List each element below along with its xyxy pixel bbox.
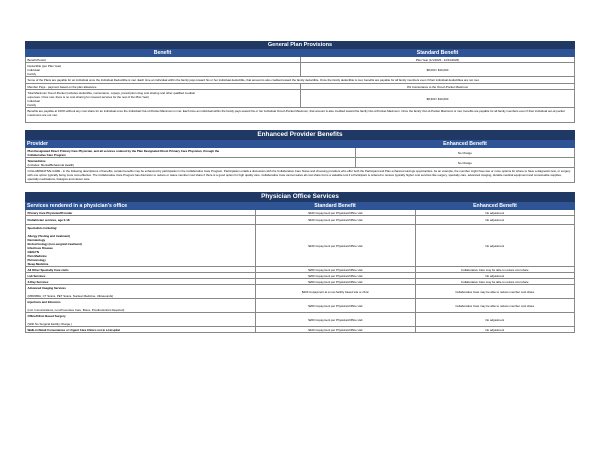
standard-value: $200 Copayment per Physician/Office visit <box>255 279 414 284</box>
standard-value: $200 Copayment per Physician/Office visit <box>255 299 414 312</box>
standard-value: $100 Copayment per Physician/Office visit <box>255 210 414 215</box>
table-row <box>25 313 575 327</box>
enhanced-value: Collaborative Care may be able to reduce cost share <box>415 279 574 284</box>
oop-value: $8,300 / $16,600 <box>300 90 574 107</box>
oop-line: expenses. Once met, there is no cost sharing for covered services for the rest of the Plan Year) <box>27 94 149 99</box>
service-label: X-Ray Services <box>27 279 49 284</box>
standard-value: $200 Copayment per Physician/Office visit <box>255 267 414 272</box>
telemedicine-line: (Includes: Mental/Behavioral Health) <box>27 162 75 167</box>
enhanced-value: No adjustment <box>415 225 574 266</box>
physician-header-row <box>25 202 575 210</box>
standard-value: $200 Copayment per Physician/Office visit <box>255 273 414 278</box>
enhanced-value: No adjustment <box>415 216 574 224</box>
benefits-document <box>25 41 575 333</box>
enhanced-value: No adjustment <box>415 313 574 326</box>
table-row <box>25 216 575 225</box>
direct-primary-care-line: Collaborative Care Program <box>27 152 66 157</box>
benefit-column-header: Benefit <box>153 50 172 56</box>
service-label <box>26 313 255 326</box>
specialist-line: Endocrinology (non-surgical treatment) <box>27 241 82 246</box>
general-plan-provisions-title: General Plan Provisions <box>25 41 575 49</box>
oop-note: Benefits are payable at 100% without any cost share for an individual once the Individual Out-of-Pocket Maximum is met. Each time an individual within the family pays toward his or her individual Out-of-Pocket Maximum, that amount is also credited toward the family Out-of-Pocket Maximum. Once the family Out-of-Pocket Maximum is met, benefits are payable for all family members even if their individual out-of-pocket maximums are not met. <box>25 108 575 123</box>
enhanced-header-row <box>25 140 575 148</box>
oop-line: Individual <box>27 98 40 103</box>
enhanced-value: Collaborative Care may be able to reduce member cost share <box>415 299 574 312</box>
deductible-row <box>25 63 575 77</box>
enhanced-benefit-column-header: Enhanced Benefit <box>473 203 517 209</box>
physician-office-services-title: Physician Office Services <box>25 192 575 202</box>
standard-benefit-column-header: Standard Benefit <box>416 50 459 56</box>
standard-value: $100 Copayment per Physician/Office visit <box>255 216 414 224</box>
enhanced-value: Collaborative Care may be able to reduce member cost share <box>415 285 574 298</box>
provider-column-header: Provider <box>27 141 49 147</box>
specialist-line: Specialists including: <box>27 225 58 230</box>
benefit-period-label: Benefit Period <box>27 57 46 62</box>
services-column-header: Services rendered in a physician's office <box>27 203 128 209</box>
deductible-label <box>26 63 300 76</box>
service-label <box>26 285 255 298</box>
telemedicine-line: Telemedicine <box>27 158 46 163</box>
table-row <box>25 327 575 333</box>
deductible-line: Family <box>27 71 37 76</box>
direct-primary-care-label <box>26 148 355 157</box>
oop-line: Total Maximum Out-of-Pocket (includes deductible, coinsurance, copays, prescription drug cost sharing and other qualified medical <box>27 90 195 95</box>
spacer <box>25 123 575 130</box>
specialist-line: Sleep Medicine <box>27 261 49 266</box>
table-row <box>25 285 575 299</box>
specialists-row <box>25 225 575 267</box>
service-line: Injections and Infusions <box>27 299 61 304</box>
service-line: Office/Clinic Based Surgery <box>27 313 66 318</box>
oop-row <box>25 90 575 108</box>
standard-benefit-column-header: Standard Benefit <box>314 203 356 209</box>
service-label: Lab Services <box>27 273 46 278</box>
telemedicine-row <box>25 158 575 168</box>
specialists-label <box>26 225 255 266</box>
table-row <box>25 299 575 313</box>
deductible-line: Deductible (per Plan Year) <box>27 63 62 68</box>
oop-label <box>26 90 300 107</box>
telemedicine-label <box>26 158 355 167</box>
oop-line: Family <box>27 102 37 107</box>
service-label: Pediatrician services, age 0-18 <box>27 218 70 222</box>
member-pays-label: Member Pays - payment based on the plan allowance <box>27 84 97 89</box>
standard-value: $200 Copayment at a non-facility based site or clinic <box>255 285 414 298</box>
enhanced-value: No adjustment <box>415 210 574 215</box>
enhanced-value: No adjustment <box>415 327 574 332</box>
service-line: (MRI/MRA, CT Scans, PET Scans, Nuclear Medicine, Ultrasounds) <box>27 293 114 298</box>
telemedicine-value: No Charge <box>355 158 574 167</box>
service-label: Primary Care Physician/Provider <box>27 210 73 215</box>
enhanced-value: No adjustment <box>415 273 574 278</box>
specialist-line: OB/GYN <box>27 249 39 254</box>
specialist-line: Pulmonology <box>27 257 46 262</box>
direct-primary-care-value: No Charge <box>355 148 574 157</box>
enhanced-value: Collaborative Care may be able to reduce cost share <box>415 267 574 272</box>
specialist-line: Pain Medicine <box>27 253 47 258</box>
enhanced-benefit-column-header: Enhanced Benefit <box>443 141 487 147</box>
deductible-value: $8,000 / $16,000 <box>300 63 574 76</box>
direct-primary-care-line: Plan Designated Direct Primary Care Physician, and all services ordered by the Plan Designated Direct Primary Care Physician, through the <box>27 148 220 153</box>
service-line: (With No Surgical Facility Charge.) <box>27 321 72 326</box>
deductible-line: Individual <box>27 67 40 72</box>
service-label <box>26 299 255 312</box>
enhanced-provider-benefits-title: Enhanced Provider Benefits <box>25 130 575 140</box>
spacer <box>25 183 575 192</box>
specialist-line: Infectious Disease <box>27 245 53 250</box>
standard-value: $100 Copayment per Physician/Office visit <box>255 225 414 266</box>
member-pays-value: 0% Coinsurance to the Out-of-Pocket Maximum <box>300 84 574 89</box>
service-line: (incl. Immunizations, non-Preventive Care, Botox, Prosthodontics Required) <box>27 307 125 312</box>
service-line: Advanced Imaging Services <box>27 285 66 290</box>
service-label: All Other Specialty Care visits <box>27 267 69 272</box>
direct-primary-care-row <box>25 148 575 158</box>
deductible-note: Some of the Plans are payable for an individual once the Individual Deductible is met. Each time an individual within the family pays toward his or her individual deductible, that amount is also credited toward the family deductible. Once the family deductible is met, benefits are payable for all family members even if their individual deductibles are not met. <box>25 77 575 84</box>
specialist-line: Dermatology <box>27 237 46 242</box>
standard-value: $100 Copayment per Physician/Office visit <box>255 327 414 332</box>
collaborative-care-note: COLLABORATIVE CARE - In the following descriptions of benefits, certain benefits may be enhanced by participation in the Collaborative Care Program. Participation entails a discussion with the Collaborative Care Nurse and choosing providers who offer both the Participant and Plan enhanced savings opportunities. As an example, the member might have two or more options for where to have a diagnostic test, or surgery with one option typically being more cost-effective. The Collaborative Care Program has discretion to reduce or waive member cost share if there is a good option for high quality care. Collaborative Care cannot waive all cost share but is a valuable tool if a Participant is ordered to receive typically higher cost services like surgery, specialty care, advanced imaging, durable medical equipment and consumable supplies, specialty medications, biologics and cancer care. <box>25 168 575 183</box>
specialist-line: Allergy (Testing and treatment) <box>27 233 71 238</box>
service-label: Walk-in Retail Convenience or Urgent Care Clinics not in a Hospital <box>27 327 120 332</box>
benefit-period-value: Plan Year (1/1/2026 - 12/31/2026) <box>300 57 574 62</box>
standard-value: $200 Copayment per Physician/Office visit <box>255 313 414 326</box>
general-header-row <box>25 49 575 57</box>
